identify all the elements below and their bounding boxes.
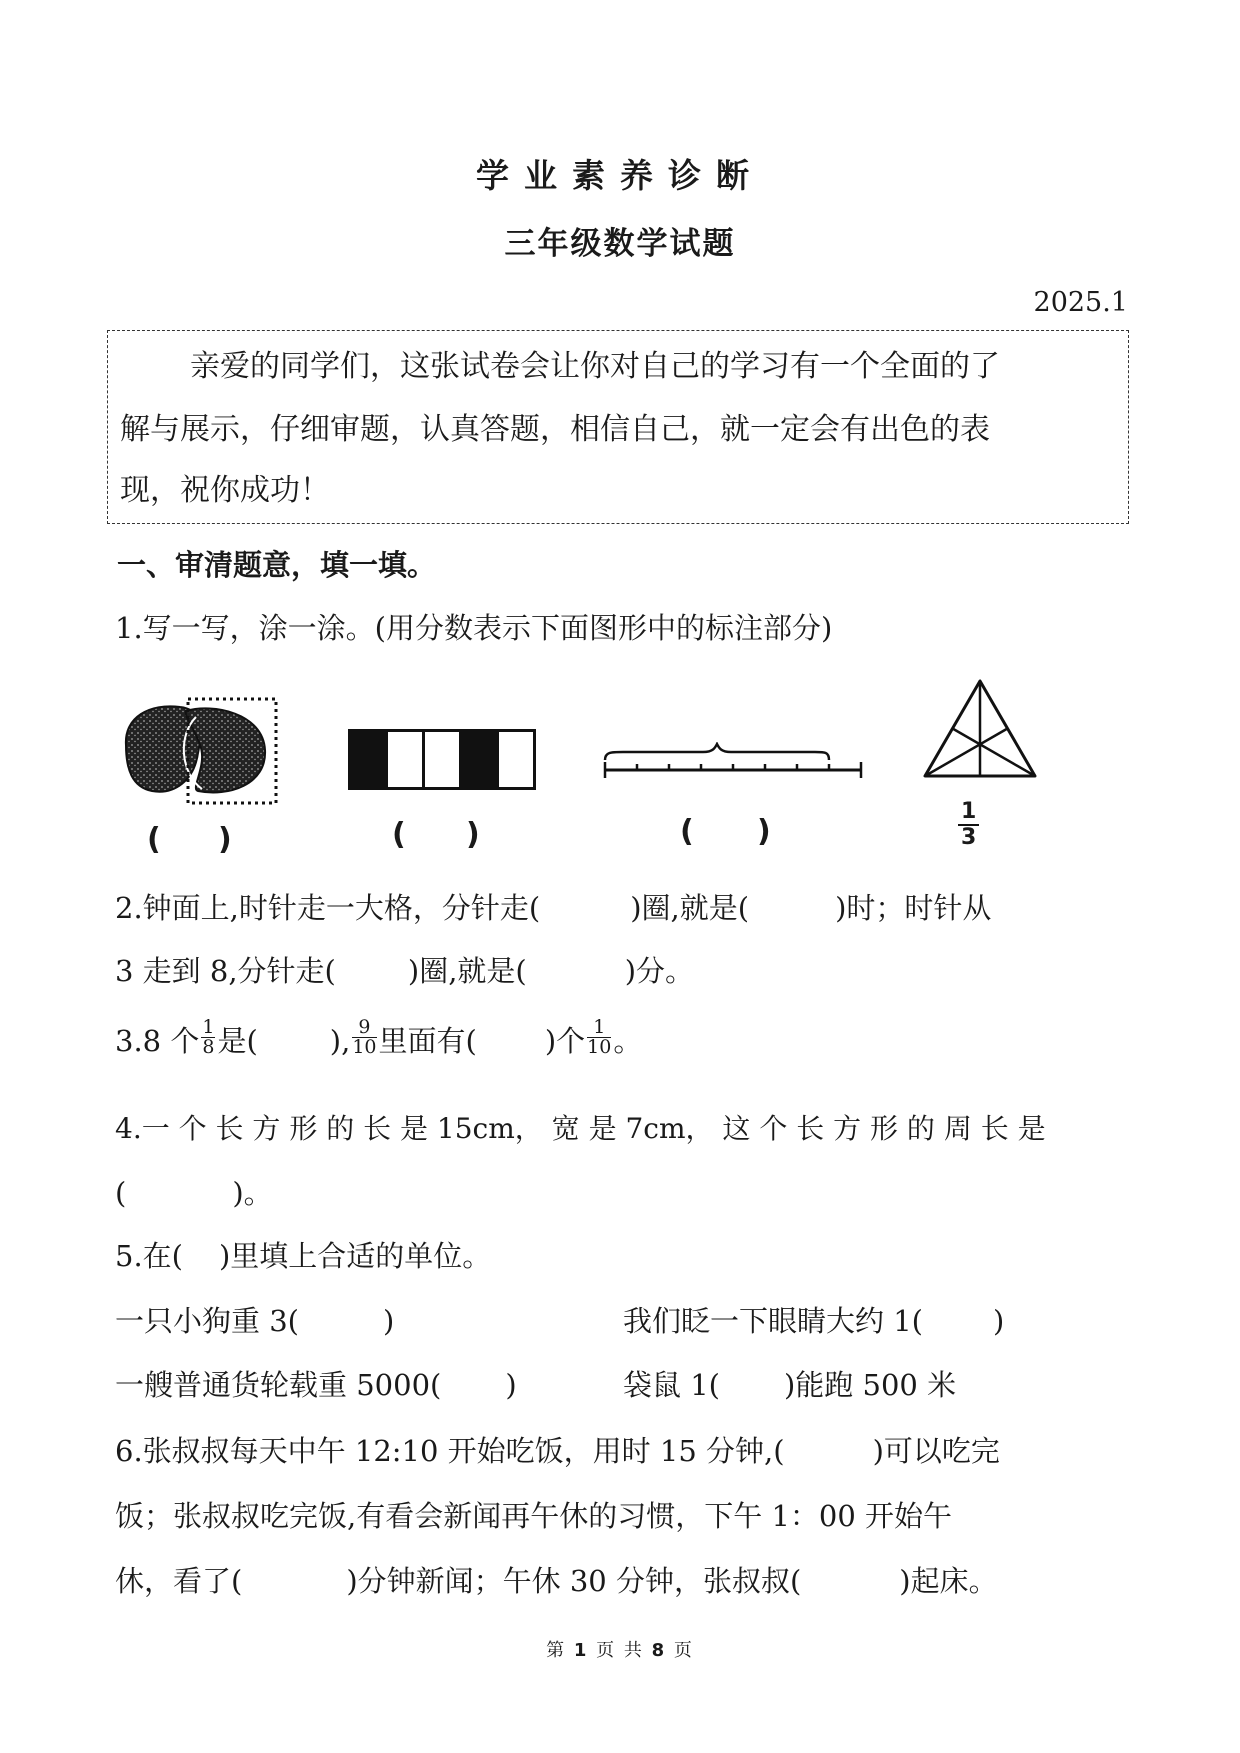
walnut-answer-close: ) (218, 822, 232, 857)
strip-answer-close: ) (466, 817, 480, 852)
fraction-one-tenth (587, 1015, 612, 1058)
exam-title: 学业素养诊断 (476, 156, 764, 195)
fraction-denominator: 10 (352, 1035, 377, 1058)
question-6-line-2: 饭；张叔叔吃完饭,有看会新闻再午休的习惯，下午 1：00 开始午 (115, 1499, 953, 1533)
segment-answer-open: ( (680, 814, 694, 849)
question-5-item-text: )能跑 500 米 (783, 1368, 957, 1402)
question-5-item-text: 袋鼠 1( (623, 1368, 720, 1402)
question-4-line-2 (115, 1173, 273, 1213)
question-6-text: )可以吃完 (872, 1434, 1000, 1468)
question-5-item-text: 一只小狗重 3( (115, 1304, 299, 1338)
question-2-text: )圈,就是( (407, 954, 527, 988)
question-5-prompt (115, 1236, 491, 1276)
question-6-text: )起床。 (899, 1564, 998, 1598)
exam-subtitle: 三年级数学试题 (504, 226, 736, 262)
question-5-text: 5.在( (115, 1239, 183, 1273)
walnut-figure (118, 695, 283, 807)
question-6-line-3 (115, 1561, 998, 1601)
question-3 (115, 1015, 643, 1063)
triangle-fraction-numerator: 1 (958, 800, 979, 826)
footer-text: 第 (546, 1640, 567, 1661)
question-2-text: )时；时针从 (835, 891, 992, 925)
question-5-item-text: ) (992, 1304, 1005, 1338)
question-1-text: 1.写一写，涂一涂。(用分数表示下面图形中的标注部分) (115, 611, 833, 645)
question-2-text: )圈,就是( (630, 891, 750, 925)
encouragement-box (107, 330, 1129, 524)
question-5-text: )里填上合适的单位。 (218, 1239, 492, 1273)
question-3-text: 3.8 个 (115, 1024, 200, 1058)
question-5-item-text: ) (382, 1304, 395, 1338)
footer-text: 页 (673, 1640, 694, 1661)
question-2-text: 3 走到 8,分针走( (115, 954, 336, 988)
question-5-item-2 (623, 1301, 1004, 1341)
strip-answer-open: ( (392, 817, 406, 852)
question-3-text: )个 (544, 1024, 586, 1058)
fraction-one-eighth (201, 1015, 215, 1058)
shaded-strip-figure (348, 729, 538, 793)
question-2-text: )分。 (624, 954, 695, 988)
page-footer (0, 1636, 1240, 1662)
question-3-text: 。 (613, 1024, 643, 1058)
fraction-numerator: 1 (202, 1015, 215, 1038)
section-heading: 一、审清题意，填一填。 (117, 548, 437, 582)
footer-page-number: 1 (573, 1640, 589, 1661)
question-4-text: ( (115, 1176, 127, 1210)
footer-total-pages: 8 (651, 1640, 667, 1661)
divided-triangle-figure (922, 678, 1038, 780)
segment-answer-close: ) (757, 814, 771, 849)
question-2-line-2 (115, 951, 694, 991)
fraction-nine-tenths (352, 1015, 377, 1058)
question-5-item-text: 我们眨一下眼睛大约 1( (623, 1304, 923, 1338)
walnut-answer-open: ( (147, 822, 161, 857)
triangle-fraction (958, 800, 979, 850)
question-5-item-text: ) (505, 1368, 517, 1402)
question-5-item-1 (115, 1301, 394, 1341)
question-4-text: )。 (232, 1176, 273, 1210)
question-6-text: 休，看了( (115, 1564, 243, 1598)
question-6-text: 6.张叔叔每天中午 12:10 开始吃饭，用时 15 分钟,( (115, 1434, 785, 1468)
fraction-numerator: 1 (587, 1018, 611, 1038)
question-3-text: 里面有( (378, 1024, 477, 1058)
exam-date: 2025.1 (1033, 287, 1128, 318)
segment-line-figure (603, 742, 865, 778)
fraction-denominator: 10 (587, 1035, 612, 1058)
encouragement-line-2: 解与展示，仔细审题，认真答题，相信自己，就一定会有出色的表 (120, 412, 990, 447)
question-5-item-text: 一艘普通货轮载重 5000( (115, 1368, 442, 1402)
footer-text: 页 共 (596, 1640, 644, 1661)
fraction-numerator: 9 (352, 1018, 376, 1038)
question-2-line-1 (115, 888, 991, 928)
question-3-text: ), (329, 1024, 351, 1058)
question-6-line-1 (115, 1431, 1000, 1471)
question-4-line-1: 4.一 个 长 方 形 的 长 是 15cm， 宽 是 7cm， 这 个 长 方 形 的 周 长 是 (115, 1112, 1046, 1145)
question-6-text: )分钟新闻；午休 30 分钟，张叔叔( (346, 1564, 802, 1598)
triangle-fraction-denominator: 3 (961, 825, 977, 850)
encouragement-line-1: 亲爱的同学们，这张试卷会让你对自己的学习有一个全面的了 (190, 349, 1000, 384)
question-3-text: 是( (217, 1024, 258, 1058)
fraction-denominator: 8 (202, 1035, 215, 1058)
encouragement-line-3: 现，祝你成功！ (120, 473, 330, 508)
question-5-item-3 (115, 1365, 517, 1405)
question-5-item-4 (623, 1365, 956, 1405)
question-2-text: 2.钟面上,时针走一大格，分针走( (115, 891, 541, 925)
